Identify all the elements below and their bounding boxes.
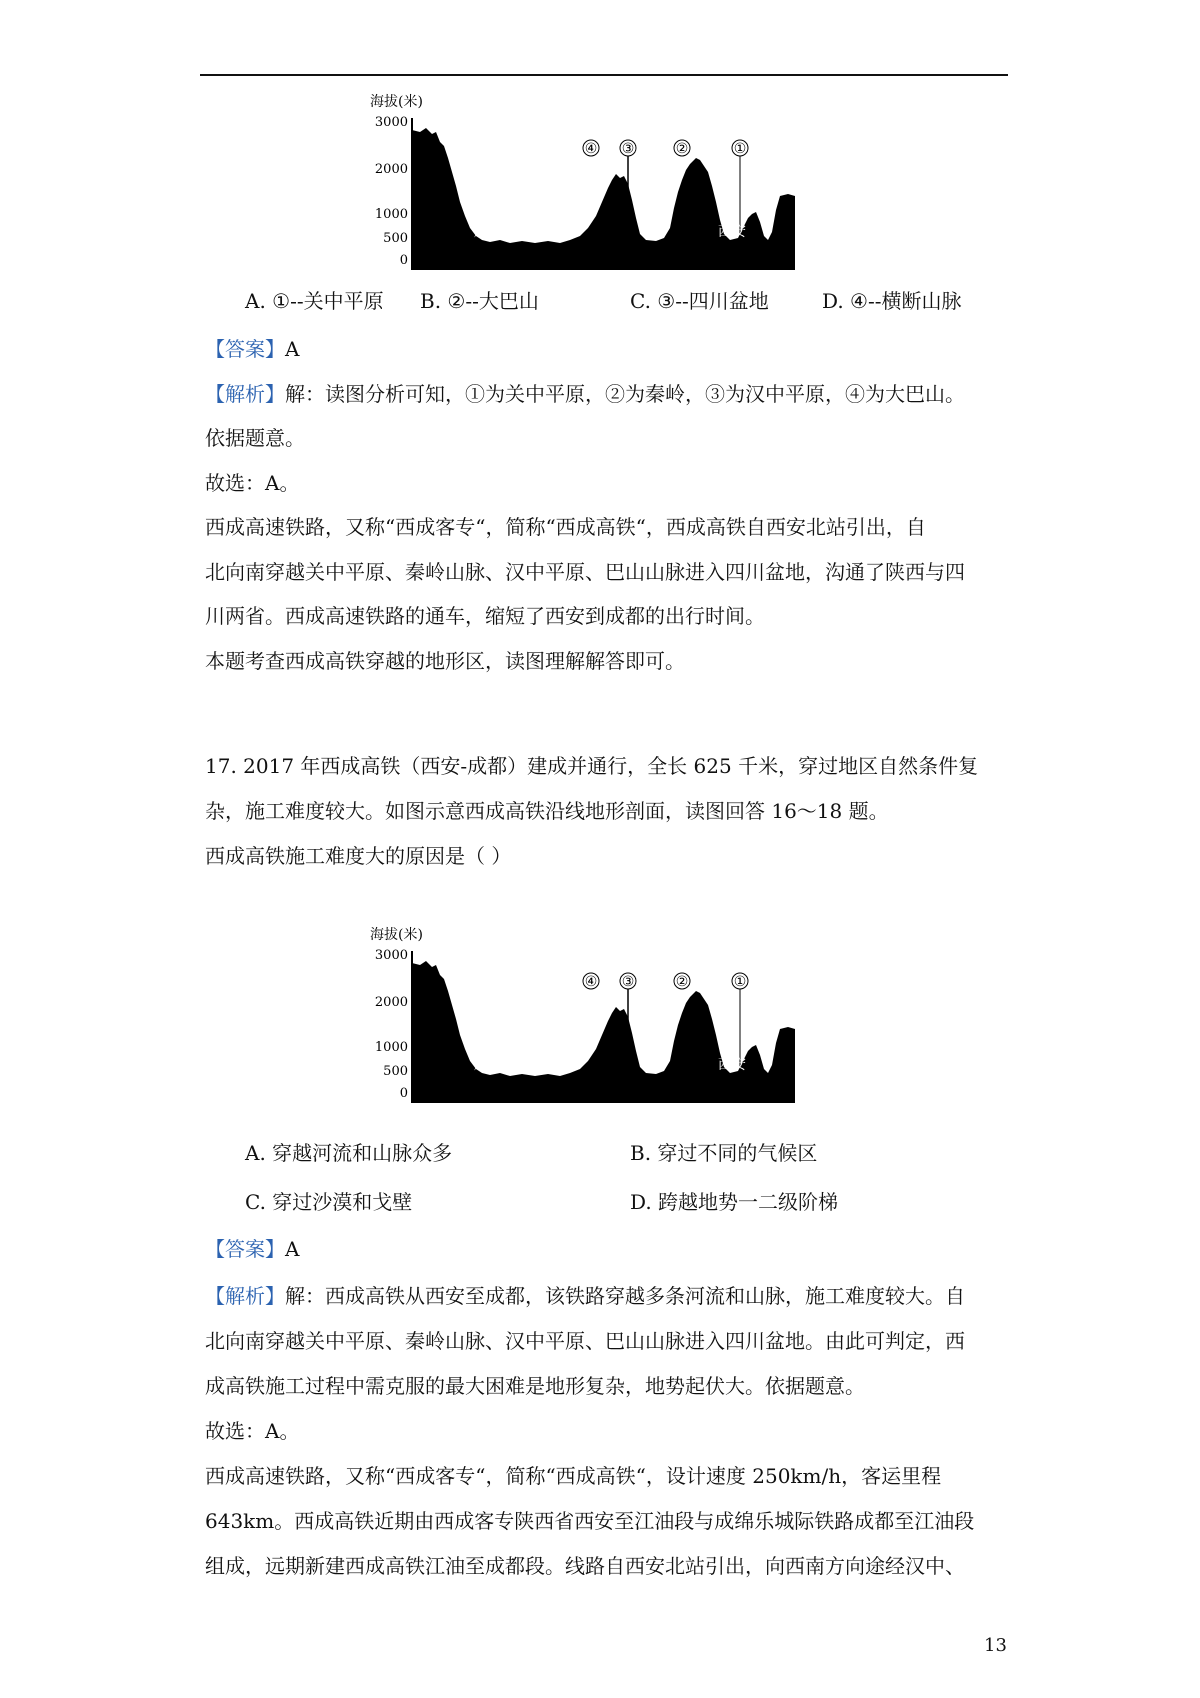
q16-option-c: C. ③--四川盆地 [630,289,769,313]
marker-4: ④ [584,974,598,990]
q17-choice: 故选：A。 [205,1419,300,1443]
answer-tag: 【答案】 [205,1237,285,1261]
q16-extra-line-1: 西成高速铁路，又称“西成客专“，简称“西成高铁“，西成高铁自西安北站引出，自 [205,515,926,539]
q17-stem-line-2: 杂，施工难度较大。如图示意西成高铁沿线地形剖面，读图回答 16～18 题。 [205,799,889,823]
q17-analysis-line-1 [205,1282,965,1310]
analysis-text: 解：读图分析可知，①为关中平原，②为秦岭，③为汉中平原，④为大巴山。 [285,382,965,406]
answer-tag: 【答案】 [205,337,285,361]
q16-option-b: B. ②--大巴山 [420,289,539,313]
y-tick-1000: 1000 [374,207,408,222]
place-chengdu: 成都 [474,224,502,240]
marker-3: ③ [621,974,635,990]
marker-2: ② [675,141,689,157]
q16-option-a: A. ①--关中平原 [245,289,384,313]
profile-group [370,93,795,270]
analysis-tag: 【解析】 [205,1284,285,1308]
analysis-tag: 【解析】 [205,382,285,406]
marker-1: ① [733,974,747,990]
terrain-profile-figure-1 [370,90,835,280]
y-tick-500: 500 [383,1064,408,1079]
marker-4: ④ [584,141,598,157]
q16-option-d: D. ④--横断山脉 [822,289,962,313]
q17-option-d: D. 跨越地势一二级阶梯 [630,1190,839,1214]
header-rule [200,74,1008,76]
q17-analysis-line-2: 北向南穿越关中平原、秦岭山脉、汉中平原、巴山山脉进入四川盆地。由此可判定，西 [205,1329,965,1353]
marker-1: ① [733,141,747,157]
q17-answer [205,1235,299,1263]
y-axis-label: 海拔(米) [370,94,423,110]
q16-extra-line-2: 北向南穿越关中平原、秦岭山脉、汉中平原、巴山山脉进入四川盆地，沟通了陕西与四 [205,560,965,584]
y-tick-2000: 2000 [374,162,408,177]
y-tick-1000: 1000 [374,1040,408,1055]
q17-extra-line-1: 西成高速铁路，又称“西成客专“，简称“西成高铁“，设计速度 250km/h，客运里程 [205,1464,942,1488]
y-axis-label: 海拔(米) [370,927,423,943]
answer-value: A [285,337,300,361]
q17-option-a: A. 穿越河流和山脉众多 [245,1141,453,1165]
y-tick-500: 500 [383,231,408,246]
q16-choice: 故选：A。 [205,471,300,495]
terrain-profile-figure-2 [370,923,835,1113]
q17-stem-line-1: 17. 2017 年西成高铁（西安-成都）建成并通行，全长 625 千米，穿过地区自然条件复 [205,754,979,778]
q16-analysis-line-1 [205,380,965,408]
q16-extra-line-4: 本题考查西成高铁穿越的地形区，读图理解解答即可。 [205,649,685,673]
marker-2: ② [675,974,689,990]
marker-3: ③ [621,141,635,157]
profile-group [370,926,795,1103]
place-xian: 西安 [718,1057,746,1073]
q16-answer [205,335,299,363]
q16-extra-line-3: 川两省。西成高速铁路的通车，缩短了西安到成都的出行时间。 [205,604,765,628]
analysis-text: 解：西成高铁从西安至成都，该铁路穿越多条河流和山脉，施工难度较大。自 [285,1284,965,1308]
y-tick-2000: 2000 [374,995,408,1010]
q17-option-b: B. 穿过不同的气候区 [630,1141,818,1165]
answer-value: A [285,1237,300,1261]
q16-analysis-line-2: 依据题意。 [205,426,305,450]
place-chengdu: 成都 [474,1057,502,1073]
place-xian: 西安 [718,224,746,240]
page-number: 13 [984,1635,1007,1656]
y-tick-0: 0 [399,1086,408,1101]
q17-analysis-line-3: 成高铁施工过程中需克服的最大困难是地形复杂，地势起伏大。依据题意。 [205,1374,865,1398]
q17-extra-line-3: 组成，远期新建西成高铁江油至成都段。线路自西安北站引出，向西南方向途经汉中、 [205,1554,965,1578]
y-tick-3000: 3000 [374,948,408,963]
q17-extra-line-2: 643km。西成高铁近期由西成客专陕西省西安至江油段与成绵乐城际铁路成都至江油段 [205,1509,975,1533]
q17-stem-line-3: 西成高铁施工难度大的原因是（ ） [205,844,512,868]
q17-option-c: C. 穿过沙漠和戈壁 [245,1190,413,1214]
y-tick-0: 0 [399,253,408,268]
y-tick-3000: 3000 [374,115,408,130]
